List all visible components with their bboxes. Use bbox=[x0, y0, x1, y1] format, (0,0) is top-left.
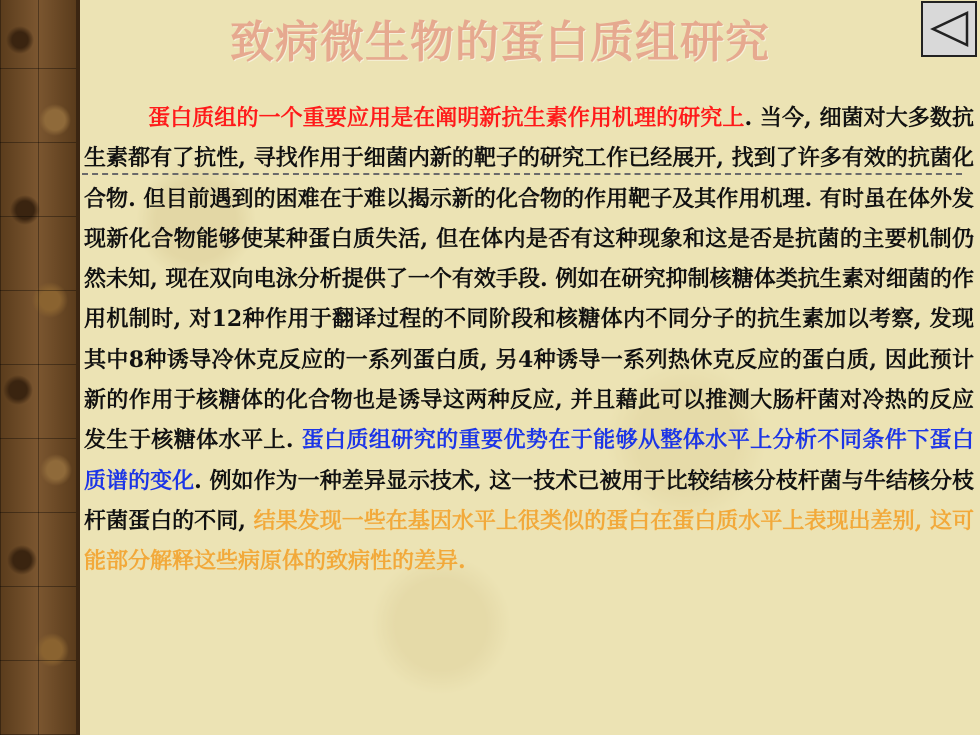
decorative-sidebar bbox=[0, 0, 76, 735]
highlight-orange: 结果发现一些在基因水平上很类似的蛋白在蛋白质水平上表现出差别, 这可能部分解释这些病原体的致病性的差异. bbox=[84, 507, 974, 575]
sidebar-border bbox=[76, 0, 80, 735]
highlight-blue: 蛋白质组研究的重要优势在于能够从整体水平上分析不同条件下蛋白质谱的变化 bbox=[84, 427, 974, 494]
body-text-part1: . 当今, 细菌对大多数抗生素都有了抗性, 寻找作用于细菌内新的靶子的研究工作已经展开, 找到了许多有效的抗菌化合物. 但目前遇到的困难在于难以揭示新的化合物的作用靶子及其作用机理. 有时虽在体外发现新化合物能够使某种蛋白质失活, 但在体内是否有这种现象和这是否是抗菌的主要机制仍然未知, 现在双向电泳分析提供了一个有效手段. 例如在研究抑制核糖体类抗生素对细菌的作用机制时, 对12种作用于翻译过程的不同阶段和核糖体内不同分子的抗生素加以考察, 发现其中8种诱导冷休克反应的一系列蛋白质, 另4种诱导一系列热休克反应的蛋白质, 因此预计新的作用于核糖体的化合物也是诱导这两种反应, 并且藉此可以推测大肠杆菌对冷热的反应发生于核糖体水平上. bbox=[84, 105, 974, 454]
highlight-red: 蛋白质组的一个重要应用是在阐明新抗生素作用机理的研究上 bbox=[148, 105, 745, 131]
body-text bbox=[84, 98, 974, 582]
body-text-part2: . 例如作为一种差异显示技术, 这一技术已被用于比较结核分枝杆菌与牛结核分枝杆菌蛋白的不同, bbox=[84, 467, 974, 534]
back-button[interactable] bbox=[921, 1, 977, 57]
slide-title: 致病微生物的蛋白质组研究 bbox=[230, 17, 770, 68]
triangle-left-icon bbox=[923, 3, 975, 55]
